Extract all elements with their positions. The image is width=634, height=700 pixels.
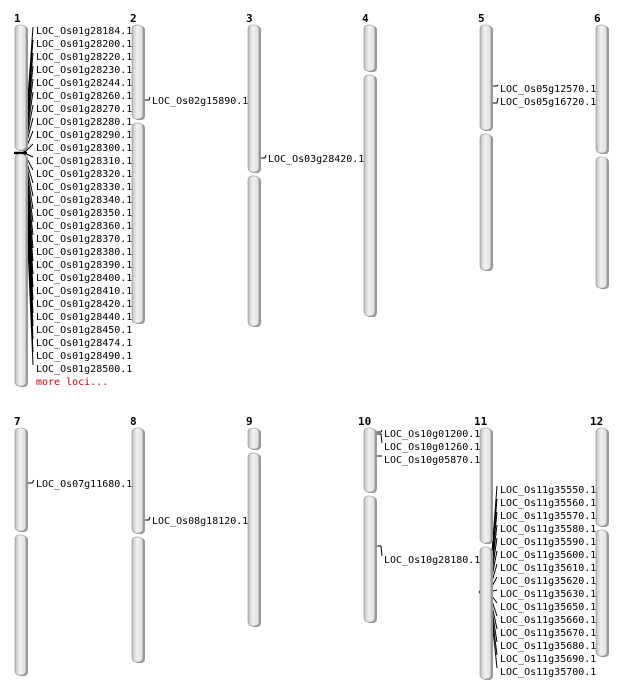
chromosome-arm-lower: [248, 176, 259, 326]
locus-label[interactable]: LOC_Os11g35630.1: [500, 589, 597, 600]
chromosome-arm-upper: [596, 25, 607, 153]
locus-label[interactable]: LOC_Os11g35680.1: [500, 641, 597, 652]
locus-label[interactable]: LOC_Os11g35570.1: [500, 511, 597, 522]
locus-label[interactable]: LOC_Os01g28370.1: [36, 234, 133, 245]
locus-label[interactable]: LOC_Os11g35670.1: [500, 628, 597, 639]
locus-label[interactable]: LOC_Os01g28300.1: [36, 143, 133, 154]
chromosome-arm-lower: [15, 154, 26, 386]
locus-label[interactable]: LOC_Os01g28230.1: [36, 65, 133, 76]
locus-label[interactable]: LOC_Os05g12570.1: [500, 84, 597, 95]
locus-label[interactable]: LOC_Os03g28420.1: [268, 154, 365, 165]
chromosome-number: 12: [590, 415, 604, 428]
locus-label[interactable]: LOC_Os11g35600.1: [500, 550, 597, 561]
locus-label[interactable]: LOC_Os02g15890.1: [152, 96, 249, 107]
locus-label[interactable]: LOC_Os01g28220.1: [36, 52, 133, 63]
chromosome-2: [130, 12, 248, 107]
chromosome-number: 9: [246, 415, 253, 428]
locus-label[interactable]: LOC_Os08g18120.1: [152, 516, 249, 527]
chromosome-arm-upper: [480, 25, 491, 130]
chromosome-arm-lower: [480, 134, 491, 270]
locus-label[interactable]: LOC_Os01g28320.1: [36, 169, 133, 180]
locus-label[interactable]: LOC_Os11g35660.1: [500, 615, 597, 626]
locus-label[interactable]: LOC_Os01g28360.1: [36, 221, 133, 232]
locus-label[interactable]: LOC_Os10g01260.1: [384, 442, 481, 453]
chromosome-number: 11: [474, 415, 488, 428]
chromosome-8: [130, 415, 248, 527]
locus-label[interactable]: LOC_Os01g28280.1: [36, 117, 133, 128]
chromosome-arm-lower: [132, 537, 143, 662]
chromosome-arm-upper: [364, 25, 375, 71]
locus-label[interactable]: LOC_Os01g28350.1: [36, 208, 133, 219]
chromosome-arm-upper: [248, 25, 259, 172]
locus-label[interactable]: LOC_Os01g28200.1: [36, 39, 133, 50]
chromosome-arm-lower: [596, 530, 607, 656]
chromosome-number: 10: [358, 415, 372, 428]
chromosome-number: 2: [130, 12, 137, 25]
locus-label[interactable]: LOC_Os01g28380.1: [36, 247, 133, 258]
chromosome-6: [594, 12, 601, 25]
chromosome-3: [246, 12, 364, 165]
chromosome-arm-upper: [480, 428, 491, 543]
locus-label[interactable]: LOC_Os01g28390.1: [36, 260, 133, 271]
locus-label[interactable]: LOC_Os01g28440.1: [36, 312, 133, 323]
locus-label[interactable]: LOC_Os01g28270.1: [36, 104, 133, 115]
locus-label[interactable]: LOC_Os01g28260.1: [36, 91, 133, 102]
locus-label[interactable]: LOC_Os11g35580.1: [500, 524, 597, 535]
chromosome-arm-upper: [15, 25, 26, 150]
chromosome-arm-lower: [248, 453, 259, 626]
locus-label[interactable]: LOC_Os01g28244.1: [36, 78, 133, 89]
locus-label[interactable]: LOC_Os01g28310.1: [36, 156, 133, 167]
locus-label[interactable]: LOC_Os01g28490.1: [36, 351, 133, 362]
chromosome-arm-lower: [364, 75, 375, 316]
more-loci-link[interactable]: more loci...: [36, 377, 109, 388]
locus-label[interactable]: LOC_Os10g05870.1: [384, 455, 481, 466]
locus-label[interactable]: LOC_Os05g16720.1: [500, 97, 597, 108]
chromosome-arm-upper: [364, 428, 375, 492]
locus-label[interactable]: LOC_Os01g28400.1: [36, 273, 133, 284]
chromosome-arm-upper: [132, 428, 143, 533]
chromosome-number: 3: [246, 12, 253, 25]
chromosome-number: 1: [14, 12, 21, 25]
chromosome-arm-lower: [364, 496, 375, 622]
locus-label[interactable]: LOC_Os11g35550.1: [500, 485, 597, 496]
chromosome-arm-lower: [15, 535, 26, 675]
chromosome-arm-lower: [596, 157, 607, 288]
chromosome-number: 6: [594, 12, 601, 25]
chromosome-number: 7: [14, 415, 21, 428]
locus-label[interactable]: LOC_Os01g28410.1: [36, 286, 133, 297]
chromosome-1: [14, 12, 132, 388]
chromosome-4: [362, 12, 369, 25]
chromosome-9: [246, 415, 253, 428]
locus-label[interactable]: LOC_Os11g35690.1: [500, 654, 597, 665]
chromosome-5: [478, 12, 596, 108]
chromosome-number: 5: [478, 12, 485, 25]
chromosome-number: 4: [362, 12, 369, 25]
chromosome-number: 8: [130, 415, 137, 428]
chromosome-arm-upper: [15, 428, 26, 531]
locus-label[interactable]: LOC_Os10g28180.1: [384, 555, 481, 566]
chromosome-arm-upper: [132, 25, 143, 119]
chromosome-12: [590, 415, 603, 428]
locus-label[interactable]: LOC_Os01g28474.1: [36, 338, 133, 349]
locus-label[interactable]: LOC_Os11g35620.1: [500, 576, 597, 587]
locus-label[interactable]: LOC_Os01g28184.1: [36, 26, 133, 37]
chromosome-arm-upper: [596, 428, 607, 526]
chromosome-7: [14, 415, 132, 490]
locus-label[interactable]: LOC_Os01g28340.1: [36, 195, 133, 206]
chromosome-arm-lower: [480, 547, 491, 679]
locus-label[interactable]: LOC_Os11g35610.1: [500, 563, 597, 574]
locus-label[interactable]: LOC_Os11g35650.1: [500, 602, 597, 613]
locus-label[interactable]: LOC_Os11g35560.1: [500, 498, 597, 509]
chromosome-arm-upper: [248, 428, 259, 449]
locus-label[interactable]: LOC_Os11g35590.1: [500, 537, 597, 548]
locus-label[interactable]: LOC_Os07g11680.1: [36, 479, 133, 490]
locus-label[interactable]: LOC_Os01g28290.1: [36, 130, 133, 141]
locus-label[interactable]: LOC_Os01g28500.1: [36, 364, 133, 375]
locus-label[interactable]: LOC_Os01g28420.1: [36, 299, 133, 310]
locus-label[interactable]: LOC_Os10g01200.1: [384, 429, 481, 440]
chromosome-arm-lower: [132, 123, 143, 323]
locus-label[interactable]: LOC_Os11g35700.1: [500, 667, 597, 678]
locus-label[interactable]: LOC_Os01g28450.1: [36, 325, 133, 336]
locus-label[interactable]: LOC_Os01g28330.1: [36, 182, 133, 193]
